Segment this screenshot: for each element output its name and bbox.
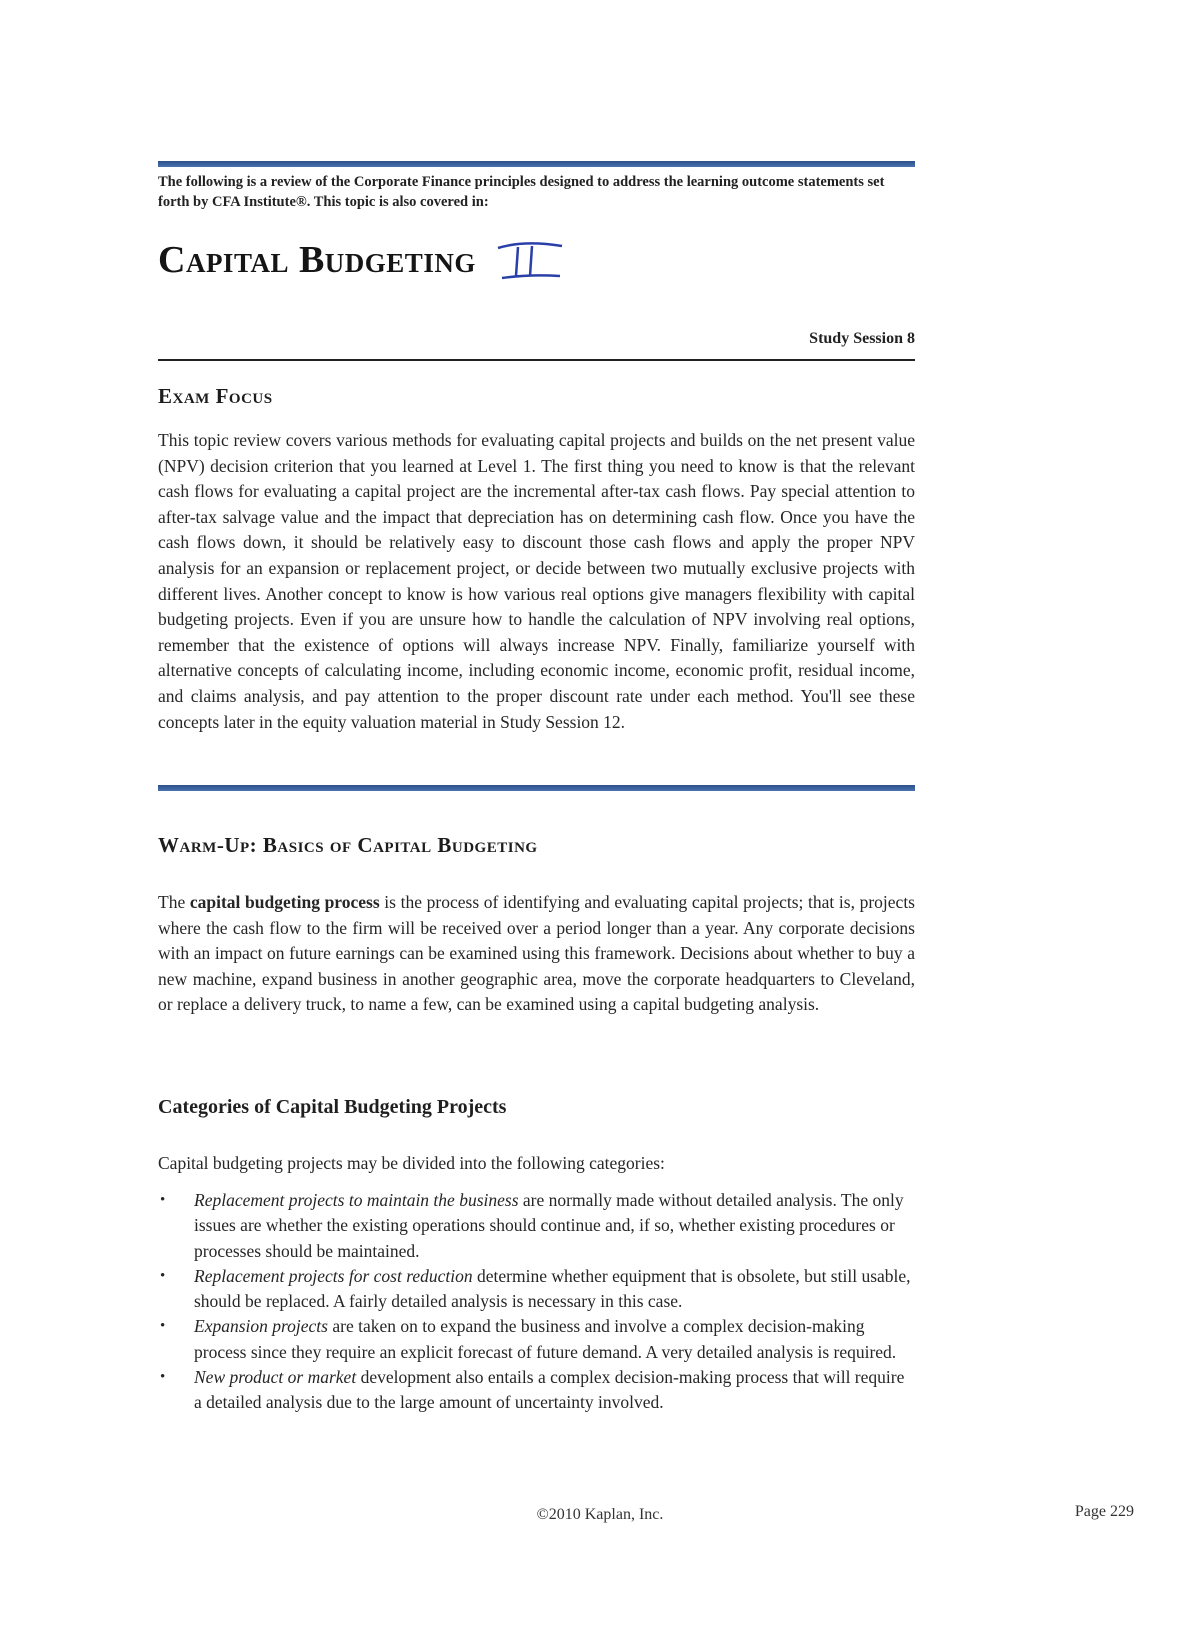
list-item: [158, 1188, 915, 1264]
bullet-icon: •: [160, 1192, 166, 1208]
categories-heading: Categories of Capital Budgeting Projects: [158, 1096, 507, 1118]
list-item: [158, 1314, 915, 1365]
categories-list: [158, 1188, 915, 1416]
title-divider: [158, 359, 915, 361]
list-item: [158, 1365, 915, 1416]
exam-focus-body: This topic review covers various methods for evaluating capital projects and builds on the net present value (NPV) decision criterion that you learned at Level 1. The first thing you need to know is that the relevant cash flows for evaluating a capital project are the incremental after-tax cash flows. Pay special attention to after-tax salvage value and the impact that depreciation has on determining cash flow. Once you have the cash flows down, it should be relatively easy to discount those cash flows and apply the proper NPV analysis for an expansion or replacement project, or decide between two mutually exclusive projects with different lives. Another concept to know is how various real options give managers flexibility with capital budgeting projects. Even if you are unsure how to handle the calculation of NPV involving real options, remember that the existence of options will always increase NPV. Finally, familiarize yourself with alternative concepts of calculating income, including economic income, economic profit, residual income, and claims analysis, and pay attention to the proper discount rate under each method. You'll see these concepts later in the equity valuation material in Study Session 12.: [158, 430, 915, 732]
list-item-term: Replacement projects to maintain the business: [194, 1190, 519, 1210]
handwritten-mark-icon: [494, 238, 566, 282]
page-number: Page 229: [1074, 1503, 1134, 1520]
bullet-icon: •: [160, 1318, 166, 1335]
list-item: [158, 1264, 915, 1315]
header-rule: [158, 161, 915, 167]
list-item-text: are taken on to expand the business and involve a complex decision-making process since they require an explicit forecast of future demand. A very detailed analysis is required.: [194, 1316, 897, 1362]
page-title: Capital Budgeting: [158, 239, 476, 281]
exam-focus-heading: Exam Focus: [158, 384, 273, 408]
warm-up-heading: Warm-Up: Basics of Capital Budgeting: [158, 833, 538, 857]
list-item-term: Expansion projects: [194, 1316, 328, 1337]
bullet-icon: •: [160, 1267, 166, 1284]
list-item-term: New product or market: [194, 1367, 357, 1388]
study-session-label: Study Session 8: [809, 330, 915, 347]
bullet-icon: •: [160, 1369, 166, 1386]
warm-up-body: [158, 890, 915, 1018]
section-rule: [158, 785, 915, 791]
list-item-term: Replacement projects for cost reduction: [194, 1265, 473, 1286]
footer-copyright: ©2010 Kaplan, Inc.: [536, 1506, 664, 1523]
warm-up-term: capital budgeting process: [189, 892, 380, 912]
list-item-text: determine whether equipment that is obsolete, but still usable, should be replaced. A fairly detailed analysis is necessary in this case.: [194, 1265, 911, 1312]
header-intro: The following is a review of the Corporate Finance principles designed to address the learning outcome statements set forth by CFA Institute®. This topic is also covered in:: [158, 174, 885, 210]
warm-up-text-post: is the process of identifying and evaluating capital projects; that is, projects where the cash flow to the firm will be received over a period longer than a year. Any corporate decisions with an impact on future earnings can be examined using this framework. Decisions about whether to buy a new machine, expand business in another geographic area, move the corporate headquarters to Cleveland, or replace a delivery truck, to name a few, can be examined using a capital budgeting analysis.: [158, 892, 915, 1015]
warm-up-text-pre: The: [158, 892, 190, 912]
title-row: [158, 238, 915, 298]
list-item-text: are normally made without detailed analysis. The only issues are whether the existing operations should continue and, if so, whether existing procedures or processes should be maintained.: [194, 1190, 904, 1261]
list-item-text: development also entails a complex decision-making process that will require a detailed analysis due to the large amount of uncertainty involved.: [194, 1367, 905, 1413]
categories-intro: Capital budgeting projects may be divided into the following categories:: [158, 1153, 665, 1173]
